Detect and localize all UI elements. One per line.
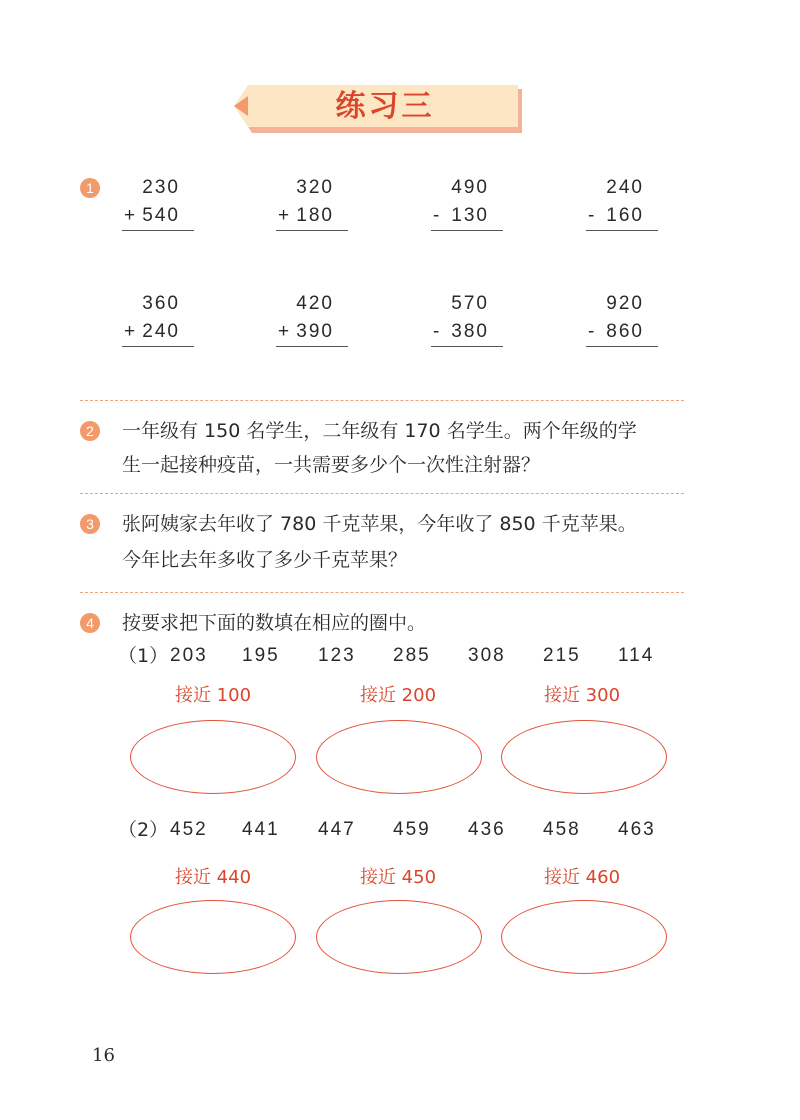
number-item: 436	[468, 819, 506, 840]
calc-operand: 180	[296, 205, 334, 226]
number-item: 215	[543, 645, 581, 666]
vertical-calc	[122, 174, 194, 231]
part-index: （2）	[118, 819, 169, 841]
question-badge-3: 3	[80, 514, 100, 534]
calc-top: 320	[296, 177, 334, 198]
number-item: 463	[618, 819, 656, 840]
question-3-line-1: 张阿姨家去年收了 780 千克苹果，今年收了 850 千克苹果。	[122, 513, 637, 535]
section-divider	[80, 400, 684, 401]
calc-operator: -	[433, 205, 440, 226]
calc-top: 230	[142, 177, 180, 198]
question-4-instruction: 按要求把下面的数填在相应的圈中。	[122, 612, 427, 634]
calc-operator: +	[278, 321, 290, 342]
number-item: 285	[393, 645, 431, 666]
answer-circle[interactable]	[316, 900, 482, 974]
calc-operator: +	[124, 321, 136, 342]
number-item: 452	[170, 819, 208, 840]
answer-circle[interactable]	[316, 720, 482, 794]
number-list-2	[118, 816, 678, 844]
calc-bottom	[586, 202, 658, 231]
vertical-calc	[122, 290, 194, 347]
part-index: （1）	[118, 645, 169, 667]
circle-label: 接近 200	[359, 685, 437, 706]
number-item: 458	[543, 819, 581, 840]
calc-operator: -	[588, 205, 595, 226]
calc-top: 920	[606, 293, 644, 314]
calc-operand: 240	[142, 321, 180, 342]
number-item: 308	[468, 645, 506, 666]
question-badge-2: 2	[80, 421, 100, 441]
vertical-calc	[431, 174, 503, 231]
answer-circle[interactable]	[130, 720, 296, 794]
section-divider	[80, 592, 684, 593]
number-item: 123	[318, 645, 356, 666]
answer-circle[interactable]	[130, 900, 296, 974]
calc-bottom	[431, 202, 503, 231]
number-item: 114	[618, 645, 655, 666]
number-item: 459	[393, 819, 431, 840]
calc-top: 360	[142, 293, 180, 314]
vertical-calc	[276, 174, 348, 231]
question-badge-4: 4	[80, 613, 100, 633]
calc-operand: 130	[451, 205, 489, 226]
number-list-1	[118, 642, 678, 670]
calc-bottom	[586, 318, 658, 347]
calc-operand: 380	[451, 321, 489, 342]
vertical-calc	[586, 174, 658, 231]
answer-circle[interactable]	[501, 900, 667, 974]
calc-operator: +	[124, 205, 136, 226]
calc-top: 420	[296, 293, 334, 314]
calc-top: 570	[451, 293, 489, 314]
calc-bottom	[276, 202, 348, 231]
circle-label: 接近 460	[543, 867, 621, 888]
calc-bottom	[122, 318, 194, 347]
calc-top: 490	[451, 177, 489, 198]
calc-operator: -	[588, 321, 595, 342]
circle-label: 接近 300	[543, 685, 621, 706]
vertical-calc	[431, 290, 503, 347]
question-2-line-1: 一年级有 150 名学生，二年级有 170 名学生。两个年级的学	[122, 420, 637, 442]
number-item: 441	[242, 819, 280, 840]
question-3-line-2: 今年比去年多收了多少千克苹果？	[122, 549, 408, 571]
page-number: 16	[92, 1045, 115, 1066]
calc-operand: 390	[296, 321, 334, 342]
calc-operator: +	[278, 205, 290, 226]
circle-label: 接近 440	[174, 867, 252, 888]
calc-bottom	[431, 318, 503, 347]
question-2-line-2: 生一起接种疫苗，一共需要多少个一次性注射器？	[122, 454, 541, 476]
calc-top: 240	[606, 177, 644, 198]
calc-bottom	[276, 318, 348, 347]
question-badge-1: 1	[80, 178, 100, 198]
section-divider	[80, 493, 684, 494]
calc-bottom	[122, 202, 194, 231]
circle-label: 接近 450	[359, 867, 437, 888]
answer-circle[interactable]	[501, 720, 667, 794]
vertical-calc	[276, 290, 348, 347]
calc-operand: 160	[606, 205, 644, 226]
calc-operand: 860	[606, 321, 644, 342]
number-item: 195	[242, 645, 280, 666]
number-item: 203	[170, 645, 208, 666]
number-item: 447	[318, 819, 356, 840]
calc-operator: -	[433, 321, 440, 342]
vertical-calc	[586, 290, 658, 347]
title-banner	[234, 83, 524, 133]
calc-operand: 540	[142, 205, 180, 226]
circle-label: 接近 100	[174, 685, 252, 706]
page-title: 练习三	[335, 89, 435, 124]
